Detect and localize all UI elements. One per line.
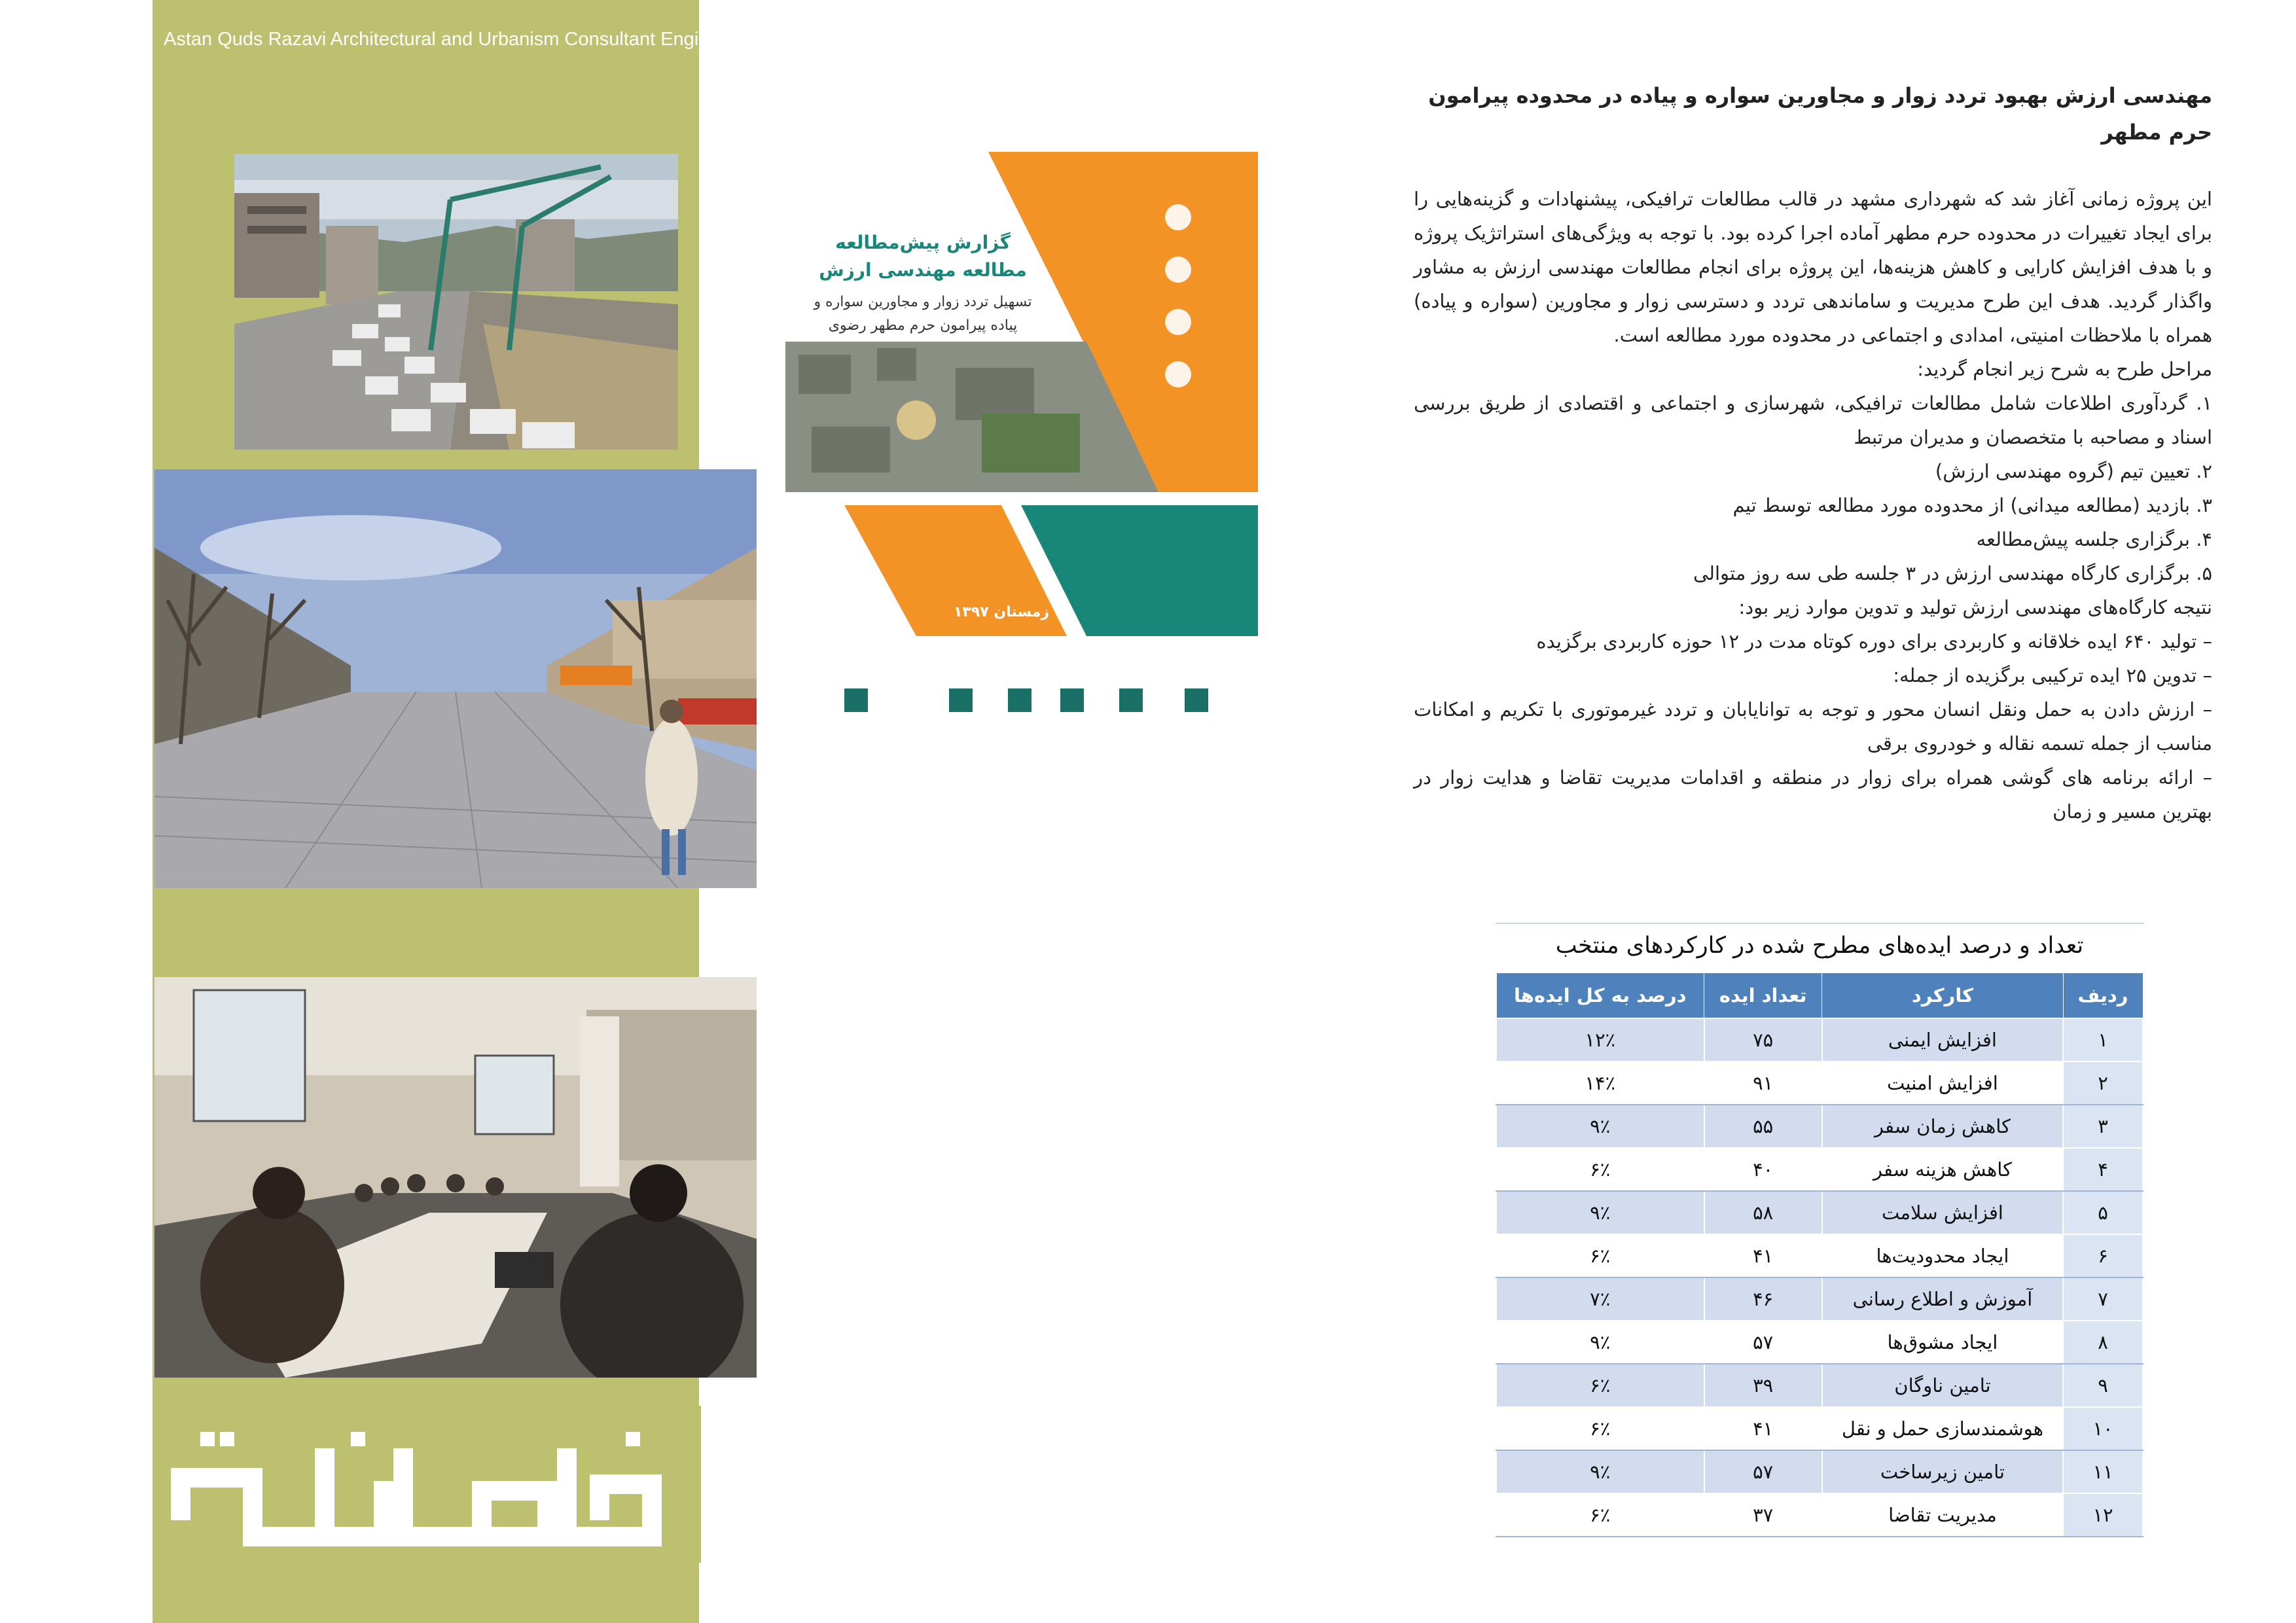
cell-function: مدیریت تقاضا xyxy=(1822,1493,2063,1537)
table-row xyxy=(1496,1148,2143,1191)
cell-function: کاهش زمان سفر xyxy=(1822,1105,2063,1148)
article-intro: این پروژه زمانی آغاز شد که شهرداری مشهد در قالب مطالعات ترافیکی، پیشنهادات و گزینه‌هایی را برای ایجاد تغییرات در محدوده حرم مطهر آماده اجرا کرده بود. با توجه به ویژگی‌های استراتژیک پروژه و با هدف افزایش کارایی و کاهش هزینه‌ها، این پروژه برای انجام مطالعات مهندسی ارزش به مشاور واگذار گردید. هدف این طرح مدیریت و ساماندهی تردد و دسترسی زوار و مجاورین (سواره و پیاده) همراه با ملاحظات امنیتی، امدادی و اجتماعی در محدوده مورد مطالعه است. xyxy=(1414,188,2212,346)
cell-function: ایجاد مشوق‌ها xyxy=(1822,1321,2063,1364)
table-row xyxy=(1496,1105,2143,1148)
cell-function: تامین ناوگان xyxy=(1822,1364,2063,1407)
cell-idea-count: ۴۱ xyxy=(1704,1407,1822,1450)
list-item: – ارزش دادن به حمل ونقل انسان محور و توجه به توانایابان و تردد غیرموتوری با تکریم و امکانات مناسب از جمله تسمه نقاله و خودروی برقی xyxy=(1414,698,2212,755)
article-title: مهندسی ارزش بهبود تردد زوار و مجاورین سواره و پیاده در محدوده پیرامون حرم مطهر xyxy=(1428,83,2212,145)
ideas-table-block xyxy=(1496,923,2144,1537)
cover-date: زمستان ۱۳۹۷ xyxy=(953,604,1050,620)
list-item: – تولید ۶۴۰ ایده خلاقانه و کاربردی برای دوره کوتاه مدت در ۱۲ حوزه کاربردی برگزیده xyxy=(1536,630,2212,652)
cell-function: ایجاد محدودیت‌ها xyxy=(1822,1234,2063,1277)
cell-row-number: ۴ xyxy=(2063,1148,2143,1191)
list-item: نتیجه کارگاه‌های مهندسی ارزش تولید و تدوین موارد زیر بود: xyxy=(1738,596,2212,618)
cell-percent: ۶٪ xyxy=(1496,1148,1704,1191)
list-item: مراحل طرح به شرح زیر انجام گردید: xyxy=(1917,358,2212,380)
cell-idea-count: ۵۸ xyxy=(1704,1191,1822,1234)
cell-idea-count: ۴۱ xyxy=(1704,1234,1822,1277)
table-row xyxy=(1496,1321,2143,1364)
cell-row-number: ۶ xyxy=(2063,1234,2143,1277)
cell-idea-count: ۳۹ xyxy=(1704,1364,1822,1407)
list-item: – ارائه برنامه های گوشی همراه برای زوار در منطقه و اقدامات مدیریت تقاضا و هدایت زوار در بهترین مسیر و زمان xyxy=(1414,766,2212,823)
table-header-row xyxy=(1496,973,2143,1019)
report-cover xyxy=(785,152,1258,767)
cell-idea-count: ۵۷ xyxy=(1704,1450,1822,1493)
cell-row-number: ۱۲ xyxy=(2063,1493,2143,1537)
cell-idea-count: ۴۶ xyxy=(1704,1277,1822,1321)
cell-function: افزایش امنیت xyxy=(1822,1061,2063,1105)
cell-percent: ۶٪ xyxy=(1496,1493,1704,1537)
project-stages-list xyxy=(1414,352,2212,829)
list-item: ۱. گردآوری اطلاعات شامل مطالعات ترافیکی، شهرسازی و اجتماعی و اقتصادی از طریق بررسی اسناد و مصاحبه با متخصصان و مدیران مرتبط xyxy=(1414,392,2212,448)
cell-function: آموزش و اطلاع رسانی xyxy=(1822,1277,2063,1321)
cell-percent: ۱۴٪ xyxy=(1496,1061,1704,1105)
list-item: ۴. برگزاری جلسه پیش‌مطالعه xyxy=(1976,528,2212,550)
firm-name: Astan Quds Razavi Architectural and Urbanism Consultant Engineers xyxy=(164,29,746,50)
table-row xyxy=(1496,1061,2143,1105)
cell-idea-count: ۵۵ xyxy=(1704,1105,1822,1148)
cell-percent: ۶٪ xyxy=(1496,1234,1704,1277)
list-item: ۵. برگزاری کارگاه مهندسی ارزش در ۳ جلسه طی سه روز متوالی xyxy=(1693,562,2212,584)
cell-percent: ۹٪ xyxy=(1496,1321,1704,1364)
table-row xyxy=(1496,1191,2143,1234)
table-row xyxy=(1496,1450,2143,1493)
cell-function: افزایش ایمنی xyxy=(1822,1018,2063,1061)
cell-function: تامین زیرساخت xyxy=(1822,1450,2063,1493)
cell-percent: ۶٪ xyxy=(1496,1364,1704,1407)
cell-idea-count: ۵۷ xyxy=(1704,1321,1822,1364)
table-row xyxy=(1496,1364,2143,1407)
cell-row-number: ۳ xyxy=(2063,1105,2143,1148)
cell-idea-count: ۴۰ xyxy=(1704,1148,1822,1191)
table-row xyxy=(1496,1018,2143,1061)
cell-percent: ۹٪ xyxy=(1496,1191,1704,1234)
construction-traffic-photo xyxy=(234,154,678,450)
workshop-meeting-photo xyxy=(154,977,757,1378)
table-row xyxy=(1496,1493,2143,1537)
table-row xyxy=(1496,1277,2143,1321)
table-row xyxy=(1496,1234,2143,1277)
ideas-table xyxy=(1496,972,2144,1537)
cell-row-number: ۲ xyxy=(2063,1061,2143,1105)
qods-razavi-logo xyxy=(154,1406,701,1563)
cover-subtitle-line2: پیاده پیرامون حرم مطهر رضوی xyxy=(828,317,1018,334)
article-text-column xyxy=(1414,77,2212,829)
table-caption: تعداد و درصد ایده‌های مطرح شده در کارکردهای منتخب xyxy=(1496,923,2144,972)
cell-row-number: ۱ xyxy=(2063,1018,2143,1061)
pedestrian-street-photo xyxy=(154,469,757,888)
list-item: – تدوین ۲۵ ایده ترکیبی برگزیده از جمله: xyxy=(1893,664,2212,687)
cell-percent: ۹٪ xyxy=(1496,1105,1704,1148)
cell-idea-count: ۷۵ xyxy=(1704,1018,1822,1061)
header-idea-count: تعداد ایده xyxy=(1704,973,1822,1019)
cell-percent: ۹٪ xyxy=(1496,1450,1704,1493)
table-row xyxy=(1496,1407,2143,1450)
cell-function: افزایش سلامت xyxy=(1822,1191,2063,1234)
cell-idea-count: ۹۱ xyxy=(1704,1061,1822,1105)
cell-row-number: ۵ xyxy=(2063,1191,2143,1234)
cell-function: کاهش هزینه سفر xyxy=(1822,1148,2063,1191)
cell-row-number: ۱۰ xyxy=(2063,1407,2143,1450)
header-row-number: ردیف xyxy=(2063,973,2143,1019)
cell-percent: ۱۲٪ xyxy=(1496,1018,1704,1061)
cell-row-number: ۱۱ xyxy=(2063,1450,2143,1493)
header-function: کارکرد xyxy=(1822,973,2063,1019)
cover-title-line2: مطالعه مهندسی ارزش xyxy=(819,259,1027,281)
cell-row-number: ۸ xyxy=(2063,1321,2143,1364)
cover-title-line1: گزارش پیش‌مطالعه xyxy=(835,232,1011,253)
header-percent: درصد به کل ایده‌ها xyxy=(1496,973,1704,1019)
cell-row-number: ۹ xyxy=(2063,1364,2143,1407)
cell-function: هوشمندسازی حمل و نقل xyxy=(1822,1407,2063,1450)
cell-percent: ۶٪ xyxy=(1496,1407,1704,1450)
cell-idea-count: ۳۷ xyxy=(1704,1493,1822,1537)
list-item: ۲. تعیین تیم (گروه مهندسی ارزش) xyxy=(1935,460,2212,482)
cell-percent: ۷٪ xyxy=(1496,1277,1704,1321)
cover-subtitle-line1: تسهیل تردد زوار و مجاورین سواره و xyxy=(814,294,1032,310)
cell-row-number: ۷ xyxy=(2063,1277,2143,1321)
list-item: ۳. بازدید (مطالعه میدانی) از محدوده مورد مطالعه توسط تیم xyxy=(1732,494,2212,516)
